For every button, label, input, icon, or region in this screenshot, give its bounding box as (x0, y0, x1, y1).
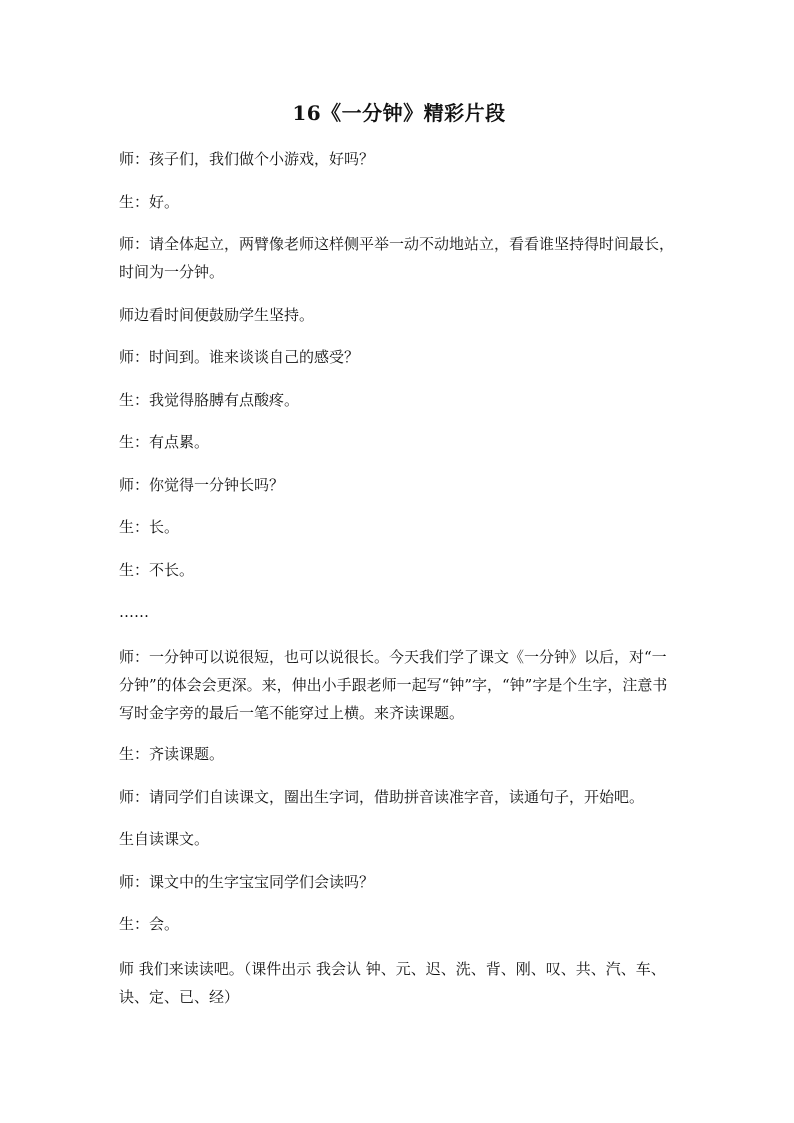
dialogue-paragraph-12: 生：齐读课题。 (119, 745, 225, 763)
ellipsis-paragraph: …… (119, 603, 149, 621)
dialogue-paragraph-1: 师：孩子们，我们做个小游戏，好吗？ (119, 150, 375, 168)
dialogue-paragraph-9: 生：长。 (119, 518, 180, 536)
dialogue-paragraph-17: 师 我们来读读吧。（课件出示 我会认 钟、元、迟、洗、背、刚、叹、共、汽、车、诀、定、已、经） (119, 960, 666, 1006)
dialogue-paragraph-11: 师：一分钟可以说很短，也可以说很长。今天我们学了课文《一分钟》以后，对“一分钟”的体会会更深。来，伸出小手跟老师一起写“钟”字，“钟”字是个生字，注意书写时金字旁的最后一笔不能穿过上横。来齐读课题。 (119, 648, 668, 722)
dialogue-paragraph-16: 生：会。 (119, 915, 180, 933)
dialogue-paragraph-4: 师边看时间便鼓励学生坚持。 (119, 306, 315, 324)
dialogue-paragraph-13: 师：请同学们自读课文，圈出生字词，借助拼音读准字音，读通句子，开始吧。 (119, 788, 645, 806)
dialogue-paragraph-15: 师：课文中的生字宝宝同学们会读吗？ (119, 873, 375, 891)
dialogue-paragraph-8: 师：你觉得一分钟长吗？ (119, 476, 285, 494)
dialogue-paragraph-6: 生：我觉得胳膊有点酸疼。 (119, 391, 300, 409)
dialogue-paragraph-14: 生自读课文。 (119, 830, 210, 848)
dialogue-paragraph-5: 师：时间到。谁来谈谈自己的感受？ (119, 348, 360, 366)
document-title: 16《一分钟》精彩片段 (292, 101, 506, 125)
dialogue-paragraph-2: 生：好。 (119, 193, 180, 211)
dialogue-paragraph-10: 生：不长。 (119, 561, 195, 579)
document-page (119, 0, 679, 1123)
dialogue-paragraph-7: 生：有点累。 (119, 433, 210, 451)
dialogue-paragraph-3: 师：请全体起立，两臂像老师这样侧平举一动不动地站立，看看谁坚持得时间最长，时间为一分钟。 (119, 235, 675, 281)
